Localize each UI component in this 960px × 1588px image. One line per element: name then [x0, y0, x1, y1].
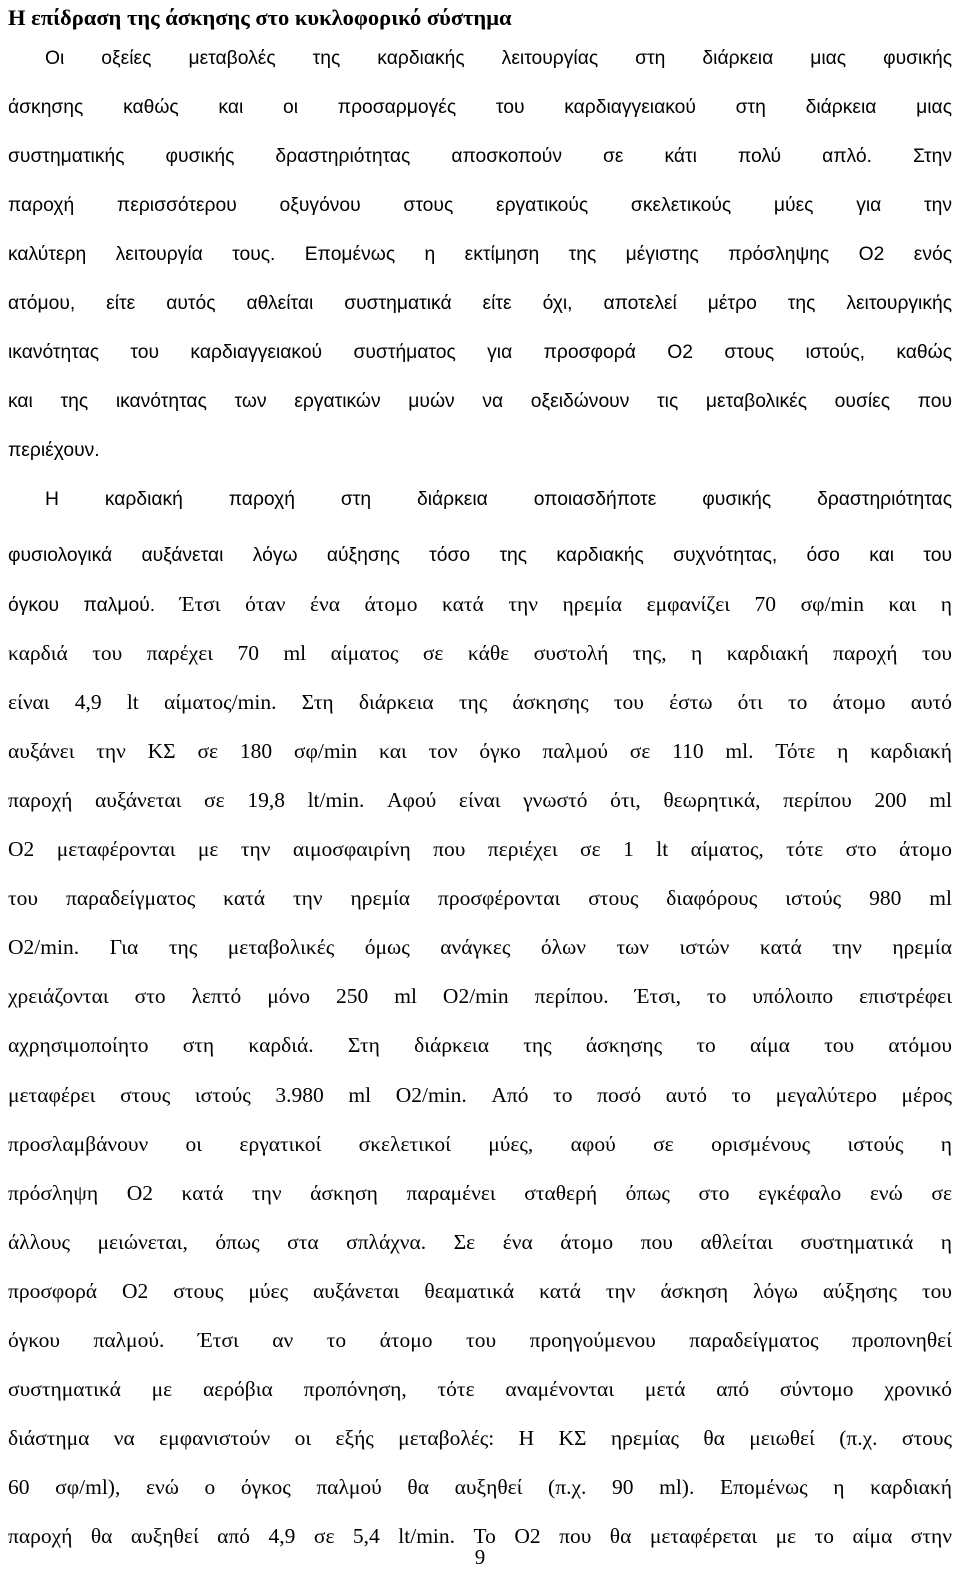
- text-line: Ο2 μεταφέρονται με την αιμοσφαιρίνη που περιέχει σε 1 lt αίματος, τότε στο άτομο: [8, 837, 952, 862]
- page-number: 9: [474, 1545, 486, 1569]
- text-line: Η καρδιακή παροχή στη διάρκεια οποιασδήποτε φυσικής δραστηριότητας: [45, 489, 952, 511]
- text-line: πρόσληψη Ο2 κατά την άσκηση παραμένει σταθερή όπως στο εγκέφαλο ενώ σε: [8, 1180, 952, 1205]
- text-line: προσλαμβάνουν οι εργατικοί σκελετικοί μύες, αφού σε ορισμένους ιστούς η: [8, 1131, 952, 1156]
- section-heading: Η επίδραση της άσκησης στο κυκλοφορικό σύστημα: [8, 5, 512, 30]
- text-line: συστηματικά με αερόβια προπόνηση, τότε αναμένονται μετά από σύντομο χρονικό: [8, 1376, 952, 1401]
- text-line: είναι 4,9 lt αίματος/min. Στη διάρκεια της άσκησης του έστω ότι το άτομο αυτό: [8, 690, 952, 715]
- text-line: μεταφέρει στους ιστούς 3.980 ml Ο2/min. Από το ποσό αυτό το μεγαλύτερο μέρος: [8, 1082, 952, 1107]
- paragraph-block-mixed: [8, 531, 952, 1561]
- text-line: 60 σφ/ml), ενώ ο όγκος παλμού θα αυξηθεί (π.χ. 90 ml). Επομένως η καρδιακή: [8, 1474, 952, 1499]
- text-line: παροχή αυξάνεται σε 19,8 lt/min. Αφού είναι γνωστό ότι, θεωρητικά, περίπου 200 ml: [8, 788, 952, 813]
- text-line: παροχή θα αυξηθεί από 4,9 σε 5,4 lt/min. Το Ο2 που θα μεταφέρεται με το αίμα στην: [8, 1523, 952, 1548]
- document-page: [8, 0, 952, 1588]
- text-line: όγκου παλμού. Έτσι αν το άτομο του προηγούμενου παραδείγματος προπονηθεί: [8, 1327, 952, 1352]
- text-line: προσφορά Ο2 στους μύες αυξάνεται θεαματικά κατά την άσκηση λόγω αύξησης του: [8, 1278, 952, 1303]
- text-line-part: όγκου παλμού.: [8, 595, 180, 617]
- text-line: περιέχουν.: [8, 440, 100, 462]
- text-line-mixed: [8, 580, 952, 629]
- text-line: παροχή περισσότερου οξυγόνου στους εργατικούς σκελετικούς μύες για την: [8, 195, 952, 217]
- text-line: συστηματικής φυσικής δραστηριότητας αποσκοπούν σε κάτι πολύ απλό. Στην: [8, 146, 952, 168]
- text-line: καλύτερη λειτουργία τους. Επομένως η εκτίμηση της μέγιστης πρόσληψης Ο2 ενός: [8, 244, 952, 266]
- text-line: Οι οξείες μεταβολές της καρδιακής λειτουργίας στη διάρκεια μιας φυσικής: [45, 48, 952, 69]
- text-line: και της ικανότητας των εργατικών μυών να οξειδώνουν τις μεταβολικές ουσίες που: [8, 391, 952, 413]
- text-line: διάστημα να εμφανιστούν οι εξής μεταβολές: Η ΚΣ ηρεμίας θα μειωθεί (π.χ. στους: [8, 1425, 952, 1450]
- text-line: Ο2/min. Για της μεταβολικές όμως ανάγκες όλων των ιστών κατά την ηρεμία: [8, 935, 952, 960]
- text-line: χρειάζονται στο λεπτό μόνο 250 ml Ο2/min περίπου. Έτσι, το υπόλοιπο επιστρέφει: [8, 984, 952, 1009]
- text-line: καρδιά του παρέχει 70 ml αίματος σε κάθε συστολή της, η καρδιακή παροχή του: [8, 641, 952, 666]
- text-line: αυξάνει την ΚΣ σε 180 σφ/min και τον όγκο παλμού σε 110 ml. Τότε η καρδιακή: [8, 739, 952, 764]
- text-line: φυσιολογικά αυξάνεται λόγω αύξησης τόσο της καρδιακής συχνότητας, όσο και του: [8, 545, 952, 566]
- text-line: αχρησιμοποίητο στη καρδιά. Στη διάρκεια της άσκησης το αίμα του ατόμου: [8, 1033, 952, 1058]
- text-line: άλλους μειώνεται, όπως στα σπλάχνα. Σε ένα άτομο που αθλείται συστηματικά η: [8, 1229, 952, 1254]
- text-line-part: Έτσι όταν ένα άτομο κατά την ηρεμία εμφανίζει 70 σφ/min και η: [179, 592, 952, 617]
- text-line: ικανότητας του καρδιαγγειακού συστήματος για προσφορά Ο2 στους ιστούς, καθώς: [8, 342, 952, 364]
- text-line: του παραδείγματος κατά την ηρεμία προσφέρονται στους διαφόρους ιστούς 980 ml: [8, 886, 952, 911]
- text-line: άσκησης καθώς και οι προσαρμογές του καρδιαγγειακού στη διάρκεια μιας: [8, 97, 952, 119]
- text-line: ατόμου, είτε αυτός αθλείται συστηματικά είτε όχι, αποτελεί μέτρο της λειτουργικής: [8, 293, 952, 315]
- paragraph-block-sans: [8, 34, 952, 524]
